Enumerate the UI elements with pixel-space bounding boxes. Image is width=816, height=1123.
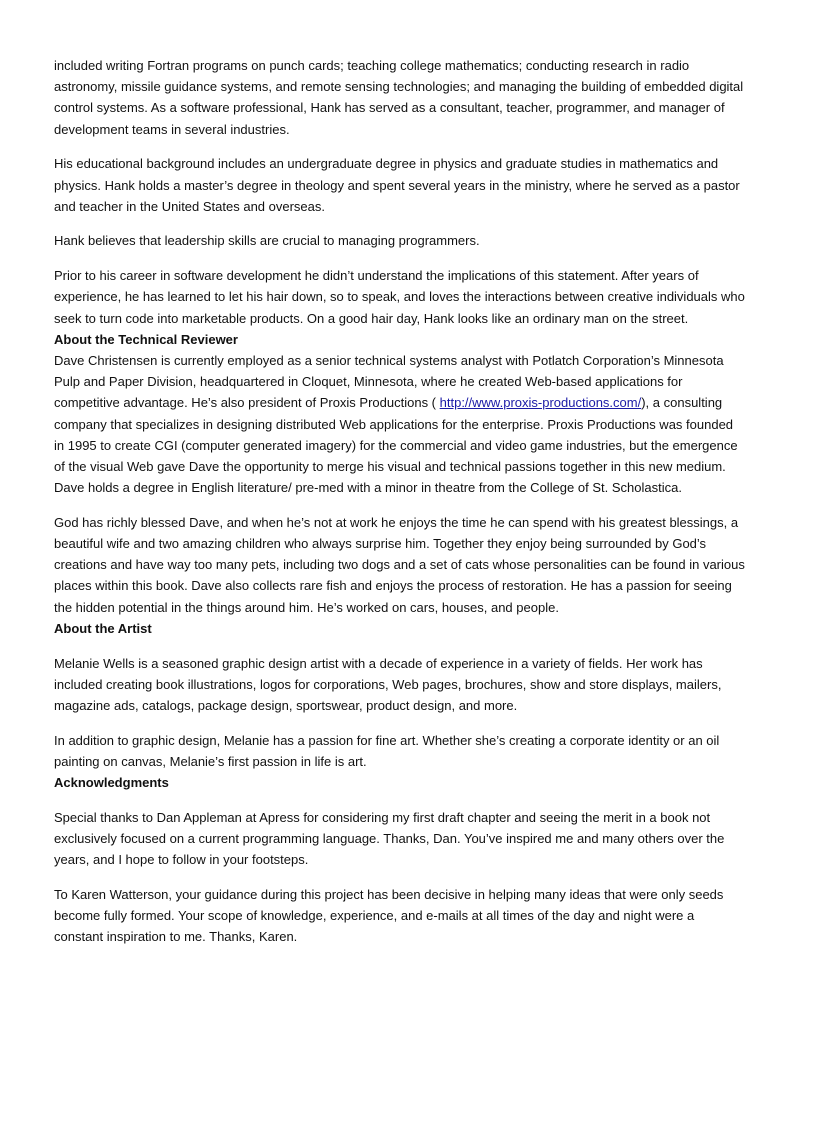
author-bio-paragraph-1: included writing Fortran programs on punch cards; teaching college mathematics; conducting research in radio astronomy, missile guidance systems, and remote sensing technologies; and managing the building of embedded digital control systems. As a software professional, Hank has served as a consultant, teacher, programmer, and manager of development teams in several industries.: [54, 58, 744, 137]
technical-reviewer-text-before-link: Dave Christensen is currently employed as a senior technical systems analyst with Potlatch Corporation’s Minnesota Pulp and Paper Division, headquartered in Cloquet, Minnesota, where he created Web-based applications for competitive advantage. He’s also president of Proxis Productions (: [54, 352, 724, 411]
technical-reviewer-paragraph-1: [54, 350, 746, 498]
artist-paragraph-1: Melanie Wells is a seasoned graphic design artist with a decade of experience in a variety of fields. Her work has included creating book illustrations, logos for corporations, Web pages, brochures, show and store displays, mailers, magazine ads, catalogs, package design, sportswear, product design, and more.: [54, 655, 722, 713]
author-bio-paragraph-2: His educational background includes an undergraduate degree in physics and graduate studies in mathematics and physics. Hank holds a master’s degree in theology and spent several years in the ministry, where he served as a pastor and teacher in the United States and overseas.: [54, 156, 740, 214]
artist-heading: About the Artist: [54, 620, 152, 636]
acknowledgments-paragraph-1: Special thanks to Dan Appleman at Apress for considering my first draft chapter and seeing the merit in a book not exclusively focused on a current programming language. Thanks, Dan. You’ve inspired me and many others over the years, and I hope to follow in your footsteps.: [54, 809, 725, 868]
technical-reviewer-heading: About the Technical Reviewer: [54, 331, 238, 347]
author-bio-paragraph-3: Hank believes that leadership skills are crucial to managing programmers.: [54, 233, 480, 249]
artist-paragraph-2: In addition to graphic design, Melanie has a passion for fine art. Whether she’s creating a corporate identity or an oil painting on canvas, Melanie’s first passion in life is art.: [54, 732, 720, 769]
proxis-productions-link[interactable]: http://www.proxis-productions.com/: [439, 395, 642, 411]
author-bio-paragraph-4: Prior to his career in software development he didn’t understand the implications of this statement. After years of experience, he has learned to let his hair down, so to speak, and loves the interactions between creative individuals who seek to turn code into marketable products. On a good hair day, Hank looks like an ordinary man on the street.: [54, 268, 745, 326]
acknowledgments-paragraph-2: To Karen Watterson, your guidance during this project has been decisive in helping many ideas that were only seeds become fully formed. Your scope of knowledge, experience, and e-mails at all times of the day and night were a constant inspiration to me. Thanks, Karen.: [54, 886, 724, 945]
technical-reviewer-paragraph-2: God has richly blessed Dave, and when he’s not at work he enjoys the time he can spend with his greatest blessings, a beautiful wife and two amazing children who always surprise him. Together they enjoy being surrounded by God’s creations and have way too many pets, including two dogs and a set of cats whose personalities can be found in various places within this book. Dave also collects rare fish and enjoys the process of restoration. He has a passion for seeing the hidden potential in the things around him. He’s worked on cars, houses, and people.: [54, 514, 745, 615]
document-page: [54, 55, 746, 961]
acknowledgments-heading: Acknowledgments: [54, 775, 169, 791]
technical-reviewer-text-after-link: ), a consulting company that specializes in designing distributed Web applications for the enterprise. Proxis Productions was founded in 1995 to create CGI (computer generated imagery) for the commercial and video game industries, but the emergence of the visual Web gave Dave the opportunity to merge his visual and technical passions together in this new medium. Dave holds a degree in English literature/ pre-med with a minor in theatre from the College of St. Scholastica.: [54, 395, 738, 496]
